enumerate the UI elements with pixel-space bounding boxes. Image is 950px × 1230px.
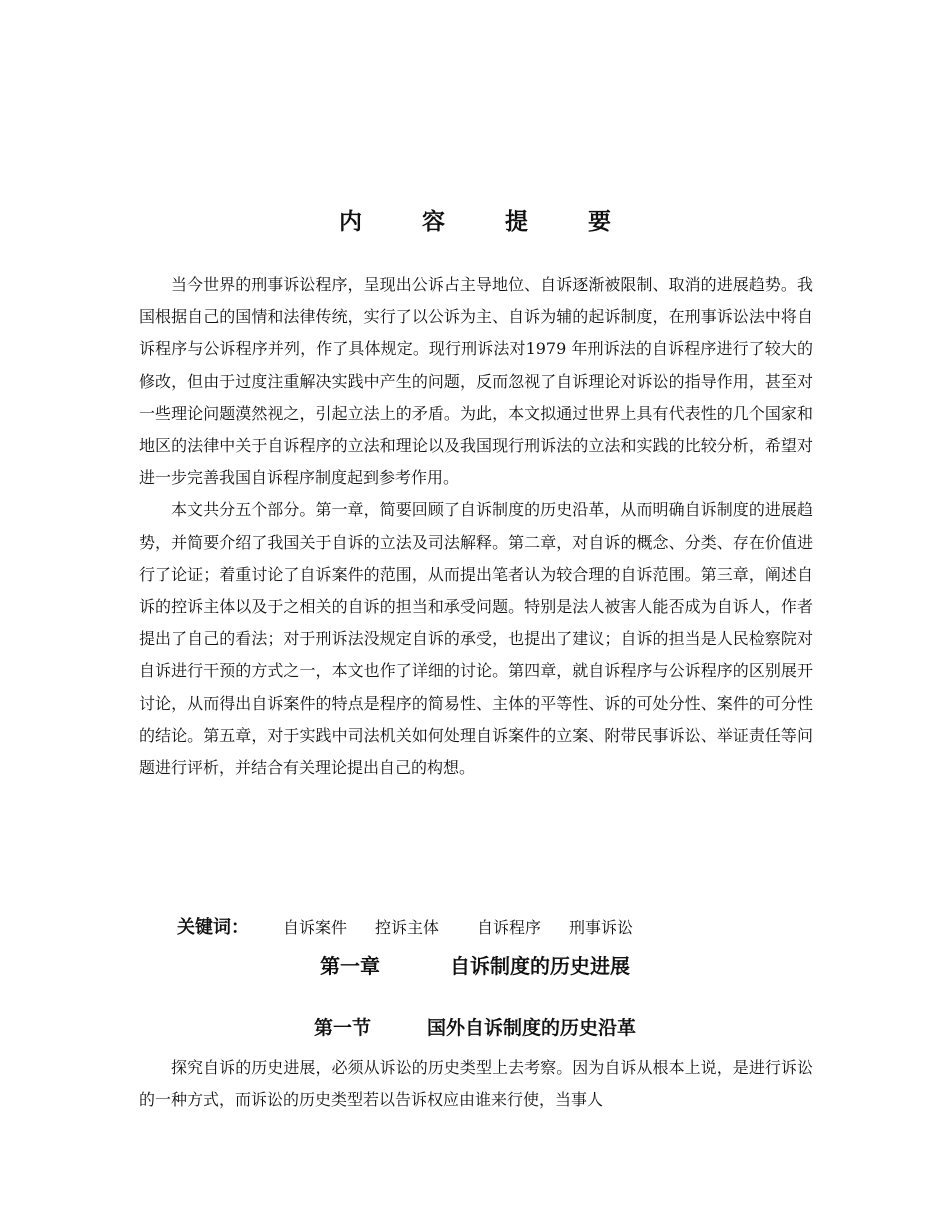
chapter-body [139, 1052, 813, 1116]
abstract-paragraph-1: 当今世界的刑事诉讼程序，呈现出公诉占主导地位、自诉逐渐被限制、取消的进展趋势。我国根据自己的国情和法律传统，实行了以公诉为主、自诉为辅的起诉制度，在刑事诉讼法中将自诉程序与公诉程序并列，作了具体规定。现行刑诉法对1979 年刑诉法的自诉程序进行了较大的修改，但由于过度注重解决实践中产生的问题，反而忽视了自诉理论对诉讼的指导作用，甚至对一些理论问题漠然视之，引起立法上的矛盾。为此，本文拟通过世界上具有代表性的几个国家和地区的法律中关于自诉程序的立法和理论以及我国现行刑诉法的立法和实践的比较分析，希望对进一步完善我国自诉程序制度起到参考作用。 [139, 275, 813, 488]
section-heading [0, 1013, 950, 1043]
keywords-line [177, 914, 661, 942]
chapter-heading [0, 950, 950, 982]
section-title: 国外自诉制度的历史沿革 [427, 1017, 637, 1039]
keyword-item: 刑事诉讼 [569, 918, 634, 937]
chapter-number: 第一章 [320, 954, 380, 978]
section-number: 第一节 [313, 1017, 371, 1039]
keyword-item: 控诉主体 [375, 918, 440, 937]
body-paragraph: 探究自诉的历史进展，必须从诉讼的历史类型上去考察。因为自诉从根本上说，是进行诉讼的一种方式，而诉讼的历史类型若以告诉权应由谁来行使，当事人 [139, 1058, 813, 1110]
keywords-label: 关键词： [177, 917, 249, 938]
keyword-item: 自诉案件 [283, 918, 348, 937]
abstract-title: 内 容 提 要 [338, 209, 638, 235]
abstract-body [139, 269, 813, 784]
chapter-title: 自诉制度的历史进展 [450, 954, 630, 978]
keyword-item: 自诉程序 [477, 918, 542, 937]
abstract-paragraph-2: 本文共分五个部分。第一章，简要回顾了自诉制度的历史沿革，从而明确自诉制度的进展趋势，并简要介绍了我国关于自诉的立法及司法解释。第二章，对自诉的概念、分类、存在价值进行了论证；着重讨论了自诉案件的范围，从而提出笔者认为较合理的自诉范围。第三章，阐述自诉的控诉主体以及于之相关的自诉的担当和承受问题。特别是法人被害人能否成为自诉人，作者提出了自己的看法；对于刑诉法没规定自诉的承受，也提出了建议；自诉的担当是人民检察院对自诉进行干预的方式之一，本文也作了详细的讨论。第四章，就自诉程序与公诉程序的区别展开讨论，从而得出自诉案件的特点是程序的简易性、主体的平等性、诉的可处分性、案件的可分性的结论。第五章，对于实践中司法机关如何处理自诉案件的立案、附带民事诉讼、举证责任等问题进行评析，并结合有关理论提出自己的构想。 [139, 500, 813, 778]
